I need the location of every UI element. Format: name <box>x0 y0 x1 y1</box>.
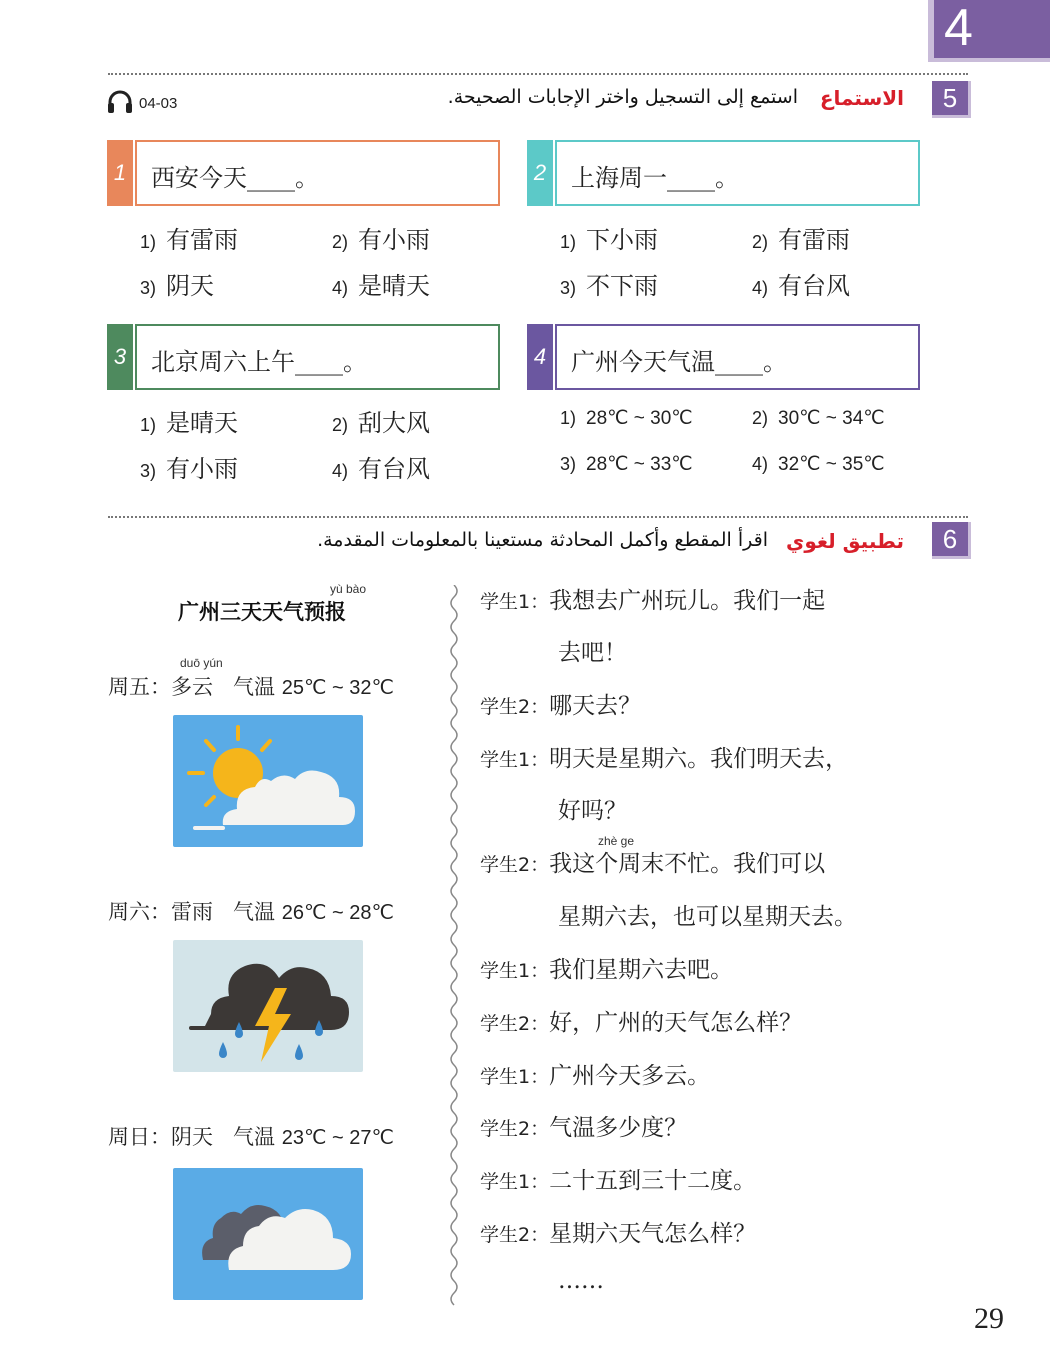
answer-option[interactable]: 1) 下小雨 <box>560 226 659 254</box>
dialogue-line: 学生1：广州今天多云。 <box>480 1063 711 1089</box>
pinyin: zhè ge <box>598 834 635 848</box>
forecast-title: 广州三天天气预报 <box>178 600 346 624</box>
pinyin: yù bào <box>330 582 367 596</box>
unit-tab <box>928 0 1050 62</box>
divider <box>108 73 968 75</box>
dialogue-line: 学生1：我想去广州玩儿。我们一起 <box>480 588 826 614</box>
answer-option[interactable]: 2) 刮大风 <box>332 409 431 437</box>
answer-option[interactable]: 2) 有小雨 <box>332 226 431 254</box>
answer-option[interactable]: 3) 不下雨 <box>560 272 659 300</box>
answer-option[interactable]: 4) 有台风 <box>332 455 431 483</box>
dialogue-line: 星期六去，也可以星期天去。 <box>558 904 857 930</box>
dialogue-line: 学生1：我们星期六去吧。 <box>480 957 734 983</box>
answer-option[interactable]: 3) 有小雨 <box>140 455 239 483</box>
forecast-day: 周五：多云 气温 25℃ ~ 32℃ <box>108 675 394 699</box>
dialogue-line: 学生2：好，广州的天气怎么样？ <box>480 1010 803 1036</box>
dialogue-line: 学生1：明天是星期六。我们明天去， <box>480 746 849 772</box>
dialogue-line: 去吧！ <box>558 640 627 666</box>
overcast-icon <box>173 1168 363 1300</box>
dialogue-line: 好吗？ <box>558 798 627 824</box>
answer-option[interactable]: 2) 有雷雨 <box>752 226 851 254</box>
answer-option[interactable]: 2) 30℃ ~ 34℃ <box>752 408 885 429</box>
question-prompt: 西安今天____。 <box>151 164 319 192</box>
page-number: 29 <box>974 1302 1004 1335</box>
partly-cloudy-icon <box>173 715 363 847</box>
answer-option[interactable]: 3) 阴天 <box>140 272 215 300</box>
wavy-divider <box>448 585 460 1311</box>
question-prompt: 广州今天气温____。 <box>571 348 787 376</box>
pinyin: duō yún <box>180 656 223 670</box>
dialogue-line: 学生2：我这个周末不忙。我们可以 <box>480 851 826 877</box>
forecast-day: 周日：阴天 气温 23℃ ~ 27℃ <box>108 1125 394 1149</box>
question-number: 2 <box>527 140 553 206</box>
answer-option[interactable]: 4) 是晴天 <box>332 272 431 300</box>
section6-title: تطبيق لغوي <box>786 529 904 553</box>
question-number: 3 <box>107 324 133 390</box>
section6-number: 6 <box>932 522 971 559</box>
question-number: 1 <box>107 140 133 206</box>
question-number: 4 <box>527 324 553 390</box>
divider <box>108 516 968 518</box>
question-prompt: 上海周一____。 <box>571 164 739 192</box>
dialogue-line: 学生2：哪天去？ <box>480 693 642 719</box>
headphones-icon[interactable] <box>106 90 134 118</box>
section5-title: الاستماع <box>819 86 904 110</box>
answer-option[interactable]: 3) 28℃ ~ 33℃ <box>560 454 693 475</box>
dialogue-line: …… <box>558 1268 604 1294</box>
forecast-day: 周六：雷雨 气温 26℃ ~ 28℃ <box>108 900 394 924</box>
answer-option[interactable]: 4) 有台风 <box>752 272 851 300</box>
section6-instruction: اقرأ المقطع وأكمل المحادثة مستعينا بالمعلومات المقدمة. <box>317 529 768 551</box>
answer-option[interactable]: 1) 有雷雨 <box>140 226 239 254</box>
answer-option[interactable]: 1) 是晴天 <box>140 409 239 437</box>
section5-instruction: استمع إلى التسجيل واختر الإجابات الصحيحة. <box>447 86 798 108</box>
question-prompt: 北京周六上午____。 <box>151 348 367 376</box>
dialogue-line: 学生1：二十五到三十二度。 <box>480 1168 757 1194</box>
answer-option[interactable]: 1) 28℃ ~ 30℃ <box>560 408 693 429</box>
answer-option[interactable]: 4) 32℃ ~ 35℃ <box>752 454 885 475</box>
dialogue-line: 学生2：星期六天气怎么样？ <box>480 1221 757 1247</box>
thunderstorm-icon <box>173 940 363 1072</box>
section5-number: 5 <box>932 81 971 118</box>
dialogue-line: 学生2：气温多少度？ <box>480 1115 688 1141</box>
unit-number: 4 <box>944 0 973 57</box>
audio-code: 04-03 <box>139 95 178 112</box>
